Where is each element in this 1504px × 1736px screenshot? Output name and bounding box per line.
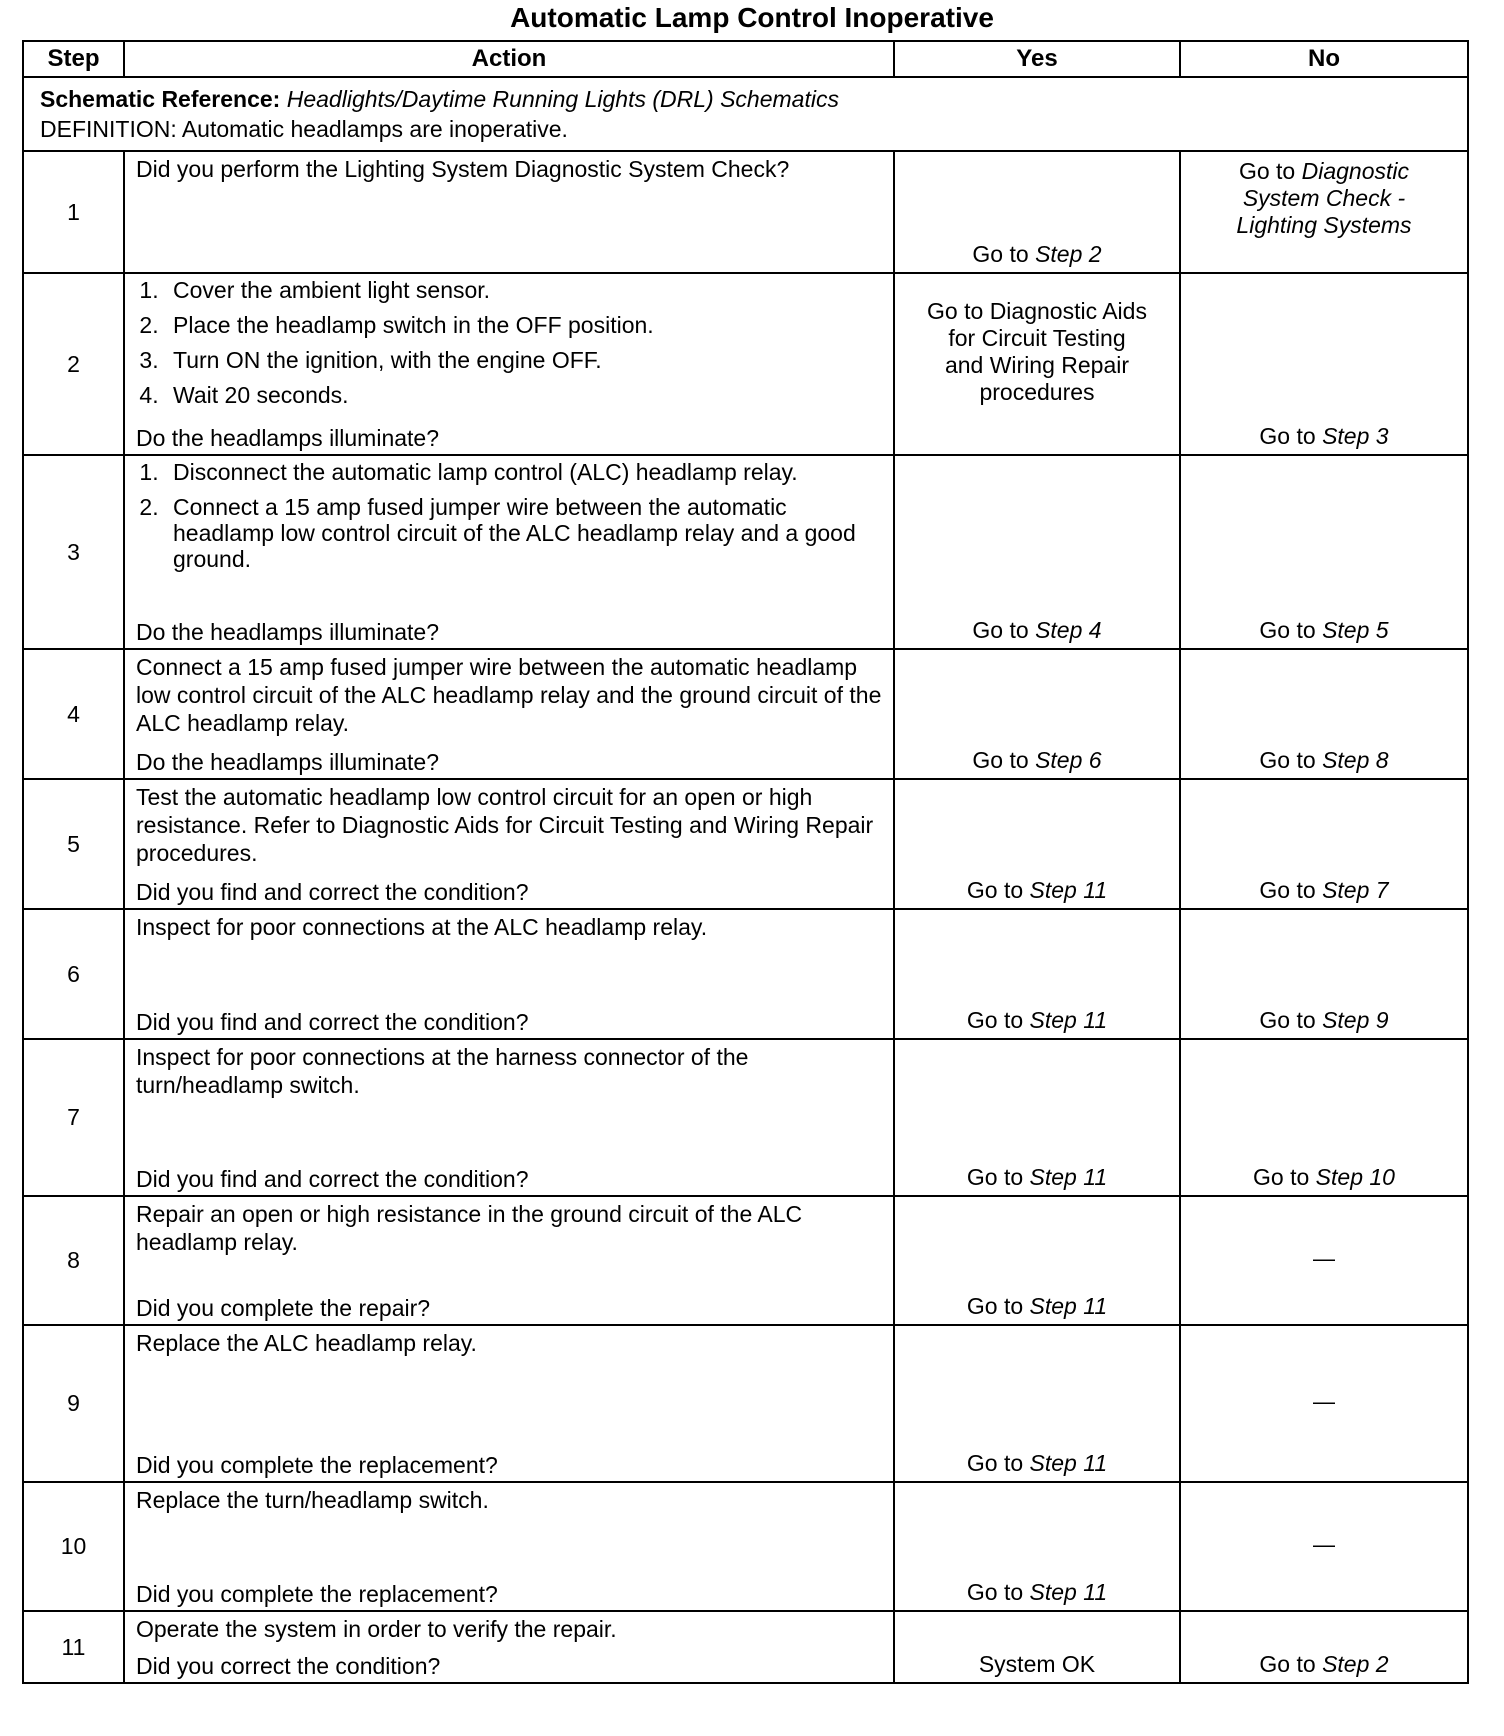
no-outcome-cell: [1180, 1611, 1468, 1683]
yes-outcome-cell: [894, 909, 1180, 1039]
goto-prefix: Go to: [966, 1164, 1024, 1190]
action-question: Did you find and correct the condition?: [136, 879, 529, 905]
steps-body: [23, 151, 1468, 1683]
step-number: 3: [23, 455, 124, 649]
yes-outcome: [967, 1579, 1107, 1606]
action-list-item: 1. Disconnect the automatic lamp control (ALC) headlamp relay.: [165, 459, 883, 485]
action-list-item: 2. Place the headlamp switch in the OFF position.: [165, 312, 883, 338]
column-header-yes: Yes: [894, 41, 1180, 77]
goto-prefix: Go to: [966, 1579, 1024, 1605]
action-text: Replace the turn/headlamp switch.: [136, 1487, 489, 1513]
goto-prefix: Go to: [966, 877, 1024, 903]
yes-outcome: [967, 1293, 1107, 1320]
action-text: Repair an open or high resistance in the ground circuit of the ALC headlamp relay.: [136, 1201, 803, 1255]
no-outcome-cell: [1180, 909, 1468, 1039]
no-outcome-cell: [1180, 1325, 1468, 1482]
yes-outcome: [967, 1164, 1107, 1191]
yes-outcome-cell: [894, 151, 1180, 273]
action-cell: [124, 909, 894, 1039]
goto-prefix: Go to: [966, 1450, 1024, 1476]
goto-prefix: Go to: [1259, 747, 1316, 773]
yes-outcome: [967, 1007, 1107, 1034]
step-number: 5: [23, 779, 124, 909]
goto-target-link[interactable]: Step 9: [1322, 1007, 1389, 1033]
table-row: [23, 779, 1468, 909]
goto-prefix: Go to: [972, 241, 1029, 267]
no-outcome: [1259, 877, 1388, 904]
no-outcome: [1313, 1388, 1335, 1415]
action-question: Did you complete the repair?: [136, 1295, 431, 1321]
step-number: 1: [23, 151, 124, 273]
step-number: 7: [23, 1039, 124, 1196]
action-text: Operate the system in order to verify the repair.: [136, 1616, 617, 1642]
goto-target-link[interactable]: Step 11: [1029, 1007, 1108, 1033]
no-outcome: [1259, 1007, 1388, 1034]
definition-text: DEFINITION: Automatic headlamps are inoperative.: [40, 116, 568, 142]
column-header-step: Step: [23, 41, 124, 77]
action-text: Test the automatic headlamp low control circuit for an open or high resistance. Refer to Diagnostic Aids for Circuit Testing and Wiring Repair procedures.: [136, 784, 874, 866]
step-number: 6: [23, 909, 124, 1039]
table-row: [23, 1039, 1468, 1196]
table-row: [23, 151, 1468, 273]
goto-prefix: Go to: [966, 1007, 1024, 1033]
no-outcome: [1313, 1531, 1335, 1558]
no-outcome: [1259, 617, 1388, 644]
action-question: Did you find and correct the condition?: [136, 1166, 529, 1192]
no-outcome-cell: [1180, 649, 1468, 779]
no-outcome-cell: [1180, 779, 1468, 909]
action-list-item: 2. Connect a 15 amp fused jumper wire between the automatic headlamp low control circuit of the ALC headlamp relay and a good ground.: [165, 494, 883, 572]
goto-prefix: Go to: [1253, 1164, 1310, 1190]
goto-target-link[interactable]: Step 2: [1322, 1651, 1389, 1677]
action-cell: [124, 273, 894, 455]
goto-prefix: Go to: [972, 617, 1029, 643]
no-outcome-cell: [1180, 1482, 1468, 1611]
step-number: 2: [23, 273, 124, 455]
page-title: Automatic Lamp Control Inoperative: [510, 2, 994, 33]
action-text: Connect a 15 amp fused jumper wire between the automatic headlamp low control circuit of the ALC headlamp relay and the ground circuit of the ALC headlamp relay.: [136, 654, 882, 736]
goto-target-link[interactable]: Step 8: [1322, 747, 1389, 773]
action-question: Did you complete the replacement?: [136, 1581, 498, 1607]
action-text: Replace the ALC headlamp relay.: [136, 1330, 477, 1356]
action-list: [136, 459, 883, 572]
goto-prefix: Go to: [1259, 1651, 1316, 1677]
table-row: [23, 909, 1468, 1039]
goto-target-link[interactable]: Step 6: [1035, 747, 1102, 773]
goto-target-link[interactable]: Diagnostic System Check - Lighting Systems: [1236, 158, 1412, 238]
action-list-item: 4. Wait 20 seconds.: [165, 382, 883, 408]
goto-target-link[interactable]: Step 11: [1029, 877, 1108, 903]
no-outcome-dash: —: [1313, 1532, 1335, 1557]
action-list-item: 1. Cover the ambient light sensor.: [165, 277, 883, 303]
column-header-no: No: [1180, 41, 1468, 77]
yes-outcome: [967, 877, 1107, 904]
goto-prefix: Go to: [1259, 423, 1316, 449]
no-outcome-dash: —: [1313, 1246, 1335, 1271]
no-outcome: [1253, 1164, 1395, 1191]
action-question: Do the headlamps illuminate?: [136, 749, 440, 775]
step-number: 9: [23, 1325, 124, 1482]
yes-outcome: [967, 1450, 1107, 1477]
action-cell: [124, 151, 894, 273]
goto-target-link[interactable]: Step 11: [1029, 1164, 1108, 1190]
diagnostic-table: [22, 40, 1469, 1684]
action-cell: [124, 1196, 894, 1325]
table-row: [23, 455, 1468, 649]
reference-cell: [23, 77, 1468, 151]
no-outcome-dash: —: [1313, 1389, 1335, 1414]
yes-outcome: [972, 241, 1101, 268]
yes-outcome-cell: [894, 649, 1180, 779]
goto-prefix: Go to: [1259, 1007, 1316, 1033]
schematic-reference: [40, 82, 1451, 116]
goto-target-link[interactable]: Step 11: [1029, 1579, 1108, 1605]
goto-target-link[interactable]: Step 10: [1315, 1164, 1395, 1190]
yes-outcome-cell: [894, 1039, 1180, 1196]
action-cell: [124, 1611, 894, 1683]
no-outcome: [1259, 1651, 1388, 1678]
action-list: [136, 277, 883, 408]
goto-target-link[interactable]: Step 5: [1322, 617, 1389, 643]
action-text: Inspect for poor connections at the ALC headlamp relay.: [136, 914, 708, 940]
table-header-row: [23, 41, 1468, 77]
outcome-text: System OK: [978, 1651, 1096, 1677]
action-cell: [124, 455, 894, 649]
yes-outcome: [972, 617, 1101, 644]
action-cell: [124, 1482, 894, 1611]
step-number: 10: [23, 1482, 124, 1611]
table-row: [23, 1482, 1468, 1611]
action-cell: [124, 1325, 894, 1482]
action-question: Did you complete the replacement?: [136, 1452, 498, 1478]
yes-outcome: [972, 747, 1101, 774]
goto-target-link[interactable]: Step 3: [1322, 423, 1389, 449]
no-outcome-cell: [1180, 273, 1468, 455]
goto-prefix: Go to: [972, 747, 1029, 773]
goto-target-link[interactable]: Step 7: [1322, 877, 1389, 903]
action-question: Do the headlamps illuminate?: [136, 425, 440, 451]
goto-prefix: Go to: [1259, 877, 1316, 903]
action-cell: [124, 649, 894, 779]
goto-prefix: Go to: [966, 1293, 1024, 1319]
yes-outcome-cell: [894, 779, 1180, 909]
step-number: 8: [23, 1196, 124, 1325]
yes-outcome-cell: [894, 273, 1180, 455]
column-header-action: Action: [124, 41, 894, 77]
action-text: Did you perform the Lighting System Diagnostic System Check?: [136, 156, 790, 182]
reference-row: [23, 77, 1468, 151]
table-row: [23, 649, 1468, 779]
goto-target-link[interactable]: Step 11: [1029, 1450, 1108, 1476]
step-number: 4: [23, 649, 124, 779]
no-outcome: [1259, 747, 1388, 774]
action-question: Did you find and correct the condition?: [136, 1009, 529, 1035]
schematic-reference-label: Schematic Reference:: [40, 86, 281, 112]
goto-target-link[interactable]: Step 4: [1035, 617, 1102, 643]
action-question: Do the headlamps illuminate?: [136, 619, 440, 645]
yes-outcome-cell: [894, 455, 1180, 649]
table-row: [23, 1196, 1468, 1325]
goto-target-link[interactable]: Step 2: [1035, 241, 1102, 267]
goto-target-link[interactable]: Step 11: [1029, 1293, 1108, 1319]
action-list-item: 3. Turn ON the ignition, with the engine OFF.: [165, 347, 883, 373]
no-outcome-cell: [1180, 151, 1468, 273]
table-row: [23, 1611, 1468, 1683]
action-cell: [124, 779, 894, 909]
yes-outcome-cell: [894, 1611, 1180, 1683]
goto-prefix: Go to: [1238, 158, 1296, 184]
table-row: [23, 1325, 1468, 1482]
action-cell: [124, 1039, 894, 1196]
step-number: 11: [23, 1611, 124, 1683]
action-text: Inspect for poor connections at the harness connector of the turn/headlamp switch.: [136, 1044, 749, 1098]
schematic-reference-value: Headlights/Daytime Running Lights (DRL) Schematics: [286, 86, 839, 112]
goto-prefix: Go to: [1259, 617, 1316, 643]
yes-outcome-cell: [894, 1482, 1180, 1611]
yes-outcome: [979, 1651, 1095, 1678]
yes-outcome-cell: [894, 1196, 1180, 1325]
no-outcome: [1229, 158, 1419, 239]
no-outcome-cell: [1180, 1039, 1468, 1196]
no-outcome-cell: [1180, 1196, 1468, 1325]
yes-outcome-cell: [894, 1325, 1180, 1482]
table-row: [23, 273, 1468, 455]
action-question: Did you correct the condition?: [136, 1653, 441, 1679]
no-outcome-cell: [1180, 455, 1468, 649]
yes-outcome: [927, 298, 1147, 406]
no-outcome: [1313, 1245, 1335, 1272]
no-outcome: [1259, 423, 1388, 450]
outcome-text: Go to Diagnostic Aids for Circuit Testing and Wiring Repair procedures: [927, 298, 1147, 405]
